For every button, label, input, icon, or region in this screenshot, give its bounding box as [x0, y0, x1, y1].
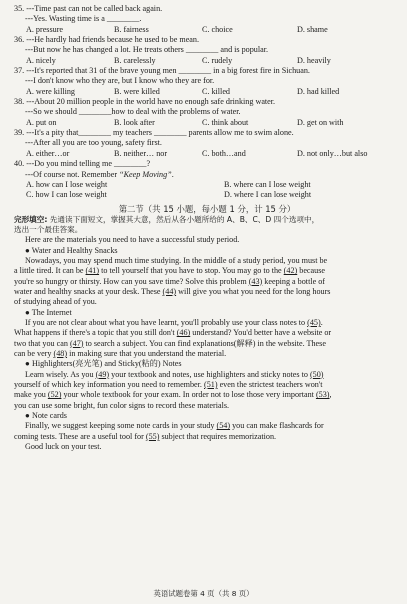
option[interactable]: D. heavily [297, 55, 331, 65]
passage-text: , [329, 390, 332, 400]
passage-text: to search a subject. You can find explanations(解释) in the website. These [83, 338, 326, 348]
blank-number: (41) [85, 266, 100, 276]
subheading [14, 359, 400, 369]
blank-number: (47) [69, 338, 84, 348]
blank-number: (44) [162, 286, 177, 296]
question-reply: ---After all you are too young, safety first. [25, 138, 162, 148]
passage-text: water and healthy snacks at your desk. These [14, 286, 163, 296]
option-row [14, 56, 400, 66]
blank-number: (54) [216, 421, 231, 431]
subheading-text: Note cards [31, 411, 67, 421]
passage-text: two that you can [14, 338, 70, 348]
option[interactable]: D. not only…but also [297, 148, 368, 158]
option[interactable]: A. how can I lose weight [26, 179, 108, 189]
option[interactable]: B. look after [114, 117, 155, 127]
bullet-icon: ● [25, 245, 32, 255]
subheading [14, 308, 400, 318]
option[interactable]: A. put on [26, 117, 57, 127]
blank-number: (46) [176, 328, 191, 338]
option-row [14, 25, 400, 35]
option[interactable]: C. both…and [202, 148, 246, 158]
option[interactable]: B. fairness [114, 24, 149, 34]
passage-text: . [320, 317, 323, 327]
question-reply: ---So we should ________how to deal with the problems of water. [25, 107, 241, 117]
option[interactable]: C. how I can lose weight [26, 190, 107, 200]
passage-line [14, 318, 400, 328]
section-instructions: 完形填空: 先通读下面短文，掌握其大意，然后从各小题所给的 A、B、C、D 四个选项中， [14, 214, 320, 224]
bullet-icon: ● [25, 307, 32, 317]
question-reply: ---Of course not. Remember “Keep Moving”. [25, 169, 174, 179]
question-reply: ---But now he has changed a lot. He treats others ________ and is popular. [25, 45, 269, 55]
passage-text: keeping a bottle of [262, 276, 325, 286]
question-item [14, 4, 400, 35]
option[interactable]: C. killed [202, 86, 230, 96]
passage-line [14, 277, 400, 287]
passage-line [14, 370, 400, 380]
question-stem: 35. ---Time past can not be called back again. [14, 4, 163, 13]
question-stem: 40. ---Do you mind telling me ________? [14, 159, 151, 169]
passage-text: because [297, 266, 325, 276]
subheading [14, 246, 400, 256]
subheading-text: Water and Healthy Snacks [31, 245, 118, 255]
subheading [14, 411, 400, 421]
page-footer: 英语试题卷第 4 页（共 8 页） [153, 589, 254, 598]
passage-line [14, 432, 400, 442]
passage-text: can be very [14, 349, 54, 358]
passage-text: of studying ahead of you. [14, 297, 97, 307]
subheading-text: The Internet [31, 307, 72, 317]
passage-text: subject that requires memorization. [159, 431, 277, 441]
passage-text: your whole textbook for your exam. In order not to lose those very important [61, 390, 316, 400]
passage-text: your textbook and notes, use highlighters and sticky notes to [109, 369, 310, 379]
passage-text: Nowadays, you may spend much time studying. In the middle of a study period, you must be [25, 255, 328, 265]
passage-text: you can make flashcards for [230, 421, 324, 431]
passage-text: understand? You'd better have a website or [190, 328, 332, 338]
passage-text: make you [14, 390, 48, 400]
blank-number: (52) [47, 390, 62, 400]
passage-text: to tell yourself that you have to stop. You may go to the [99, 266, 284, 276]
passage-line [14, 390, 400, 400]
question-stem: 38. ---About 20 million people in the world have no enough safe drinking water. [14, 97, 276, 107]
question-item [14, 97, 400, 128]
passage-text: yourself of which key information you need to remember. [14, 380, 204, 390]
option[interactable]: A. nicely [26, 55, 56, 65]
passage-text: a little tired. It can be [14, 266, 86, 276]
passage-text: even the strictest teachers won't [217, 380, 323, 390]
option[interactable]: A. pressure [26, 24, 64, 34]
passage-line [14, 421, 400, 431]
passage-line: Here are the materials you need to have a successful study period. [25, 235, 240, 245]
passage-line [14, 256, 400, 266]
option-row [14, 180, 400, 190]
option[interactable]: C. think about [202, 117, 249, 127]
subheading-text: Highlighters(亮光笔) and Sticky(粘的) Notes [31, 359, 182, 369]
option-row [14, 190, 400, 200]
passage-text: in making sure that you understand the material. [67, 349, 227, 358]
section-title: 第二节（共 15 小题，每小题 1 分，计 15 分） [118, 203, 296, 214]
question-stem: 36. ---He hardly had friends because he used to be mean. [14, 35, 199, 45]
passage-line [14, 287, 400, 297]
bullet-icon: ● [25, 359, 32, 369]
option[interactable]: A. either…or [26, 148, 70, 158]
passage-text: you can use some bright, fun color signs to record these materials. [14, 400, 230, 410]
passage-text: will give you what you need for the long hours [176, 286, 331, 296]
question-stem: 37. ---It's reported that 31 of the brave young men ________ in a big forest fire in Sichuan. [14, 66, 310, 76]
passage-text: you're so hungry or thirsty. How can you save time? Solve this problem [14, 276, 249, 286]
passage-text: Learn wisely. As you [25, 369, 96, 379]
option[interactable]: C. rudely [202, 55, 233, 65]
blank-number: (42) [283, 266, 298, 276]
cloze-passage [14, 235, 400, 452]
blank-number: (43) [248, 276, 263, 286]
blank-number: (50) [309, 369, 324, 379]
exam-page [14, 4, 400, 452]
passage-text: Finally, we suggest keeping some note cards in your study [25, 421, 217, 431]
option[interactable]: B. were killed [114, 86, 160, 96]
passage-line [14, 328, 400, 338]
option-row [14, 87, 400, 97]
blank-number: (45) [307, 317, 321, 327]
passage-text: If you are not clear about what you have learnt, you'll probably use your class notes to [25, 317, 308, 327]
option[interactable]: A. were killing [26, 86, 75, 96]
question-item [14, 66, 400, 97]
passage-line [14, 339, 400, 349]
question-stem: 39. ---It's a pity that________ my teachers ________ parents allow me to swim alone. [14, 128, 294, 138]
option[interactable]: D. where I can lose weight [224, 190, 312, 200]
option[interactable]: D. had killed [297, 86, 340, 96]
passage-text: What happens if there's a topic that you still don't [14, 328, 177, 338]
option-row [14, 149, 400, 159]
passage-line [14, 401, 400, 411]
passage-line [14, 266, 400, 276]
blank-number: (51) [203, 380, 218, 390]
option[interactable]: D. shame [297, 24, 328, 34]
blank-number: (53) [315, 390, 330, 400]
option[interactable]: B. carelessly [114, 55, 156, 65]
passage-line [14, 380, 400, 390]
blank-number: (55) [145, 431, 160, 441]
option[interactable]: B. neither… nor [114, 148, 168, 158]
question-reply: ---Yes. Wasting time is a ________. [25, 14, 142, 24]
question-item [14, 35, 400, 66]
question-list [14, 4, 400, 159]
option[interactable]: B. where can I lose weight [224, 179, 311, 189]
passage-line [14, 297, 400, 307]
passage-text: coming tests. These are a useful tool for [14, 431, 146, 441]
passage-line [14, 442, 400, 452]
question-40 [14, 159, 400, 200]
option[interactable]: C. choice [202, 24, 233, 34]
bullet-icon: ● [25, 411, 32, 421]
blank-number: (48) [53, 349, 68, 358]
passage-text: Good luck on your test. [25, 442, 102, 452]
passage-line [14, 349, 400, 359]
question-item [14, 128, 400, 159]
question-reply: ---I don't know who they are, but I know who they are for. [25, 76, 215, 86]
blank-number: (49) [95, 369, 110, 379]
option[interactable]: D. get on with [297, 117, 344, 127]
option-row [14, 118, 400, 128]
section-instructions-cont: 选出一个最佳答案。 [14, 224, 83, 234]
